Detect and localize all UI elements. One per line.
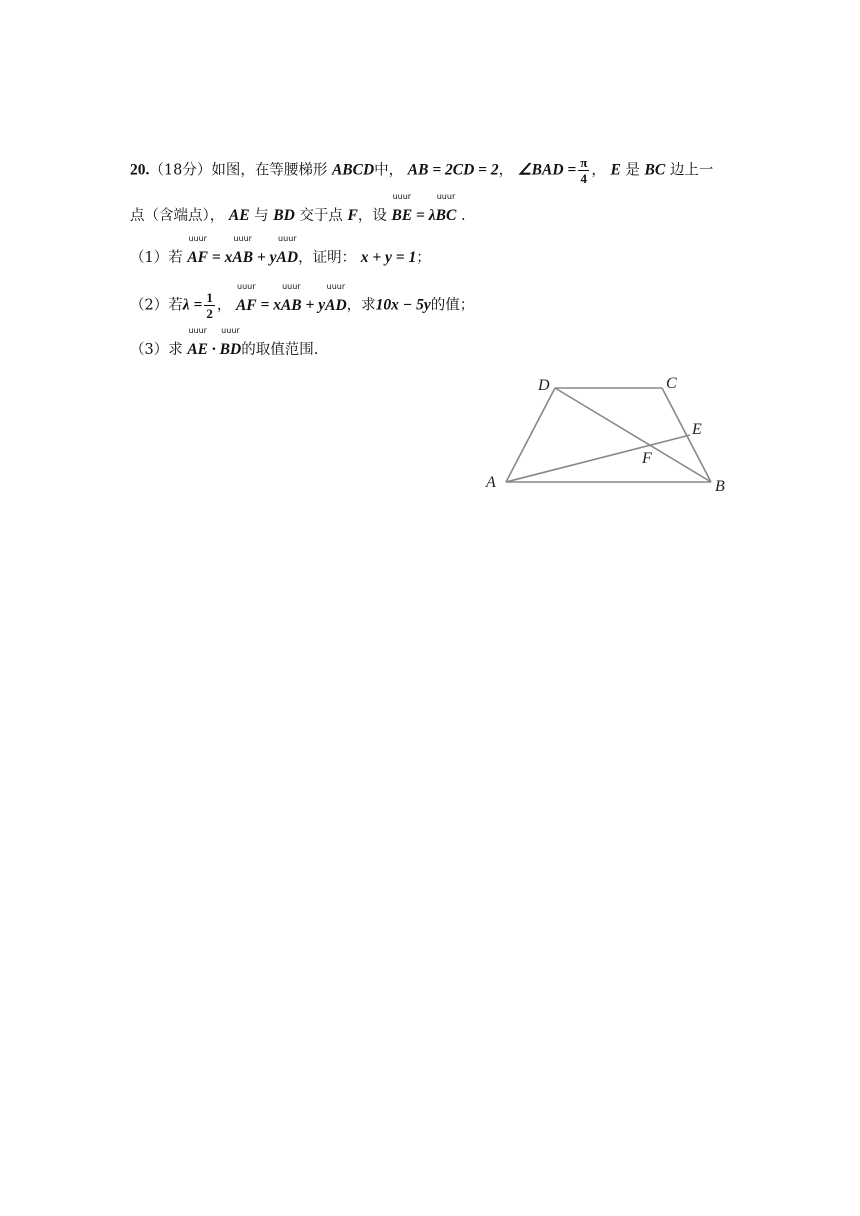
problem-score: （18分）: [149, 162, 212, 179]
vector-mark: uuur: [392, 192, 412, 201]
vector-ab: [232, 234, 254, 268]
text: .: [460, 208, 466, 224]
vector-af: [187, 234, 209, 268]
math-segment-bc: BC: [644, 161, 666, 179]
math-ae: AE: [228, 207, 250, 224]
figure-lines: [506, 388, 711, 482]
vector-ae: [187, 326, 209, 360]
text: 如图，在等腰梯形: [211, 162, 328, 179]
vector-label: AB: [232, 249, 254, 266]
text: 点（含端点），: [130, 208, 225, 224]
math-trapezoid: ABCD: [331, 161, 375, 179]
math-plus-y: + y: [253, 249, 277, 266]
math-bd: BD: [273, 207, 295, 224]
text: 与: [254, 208, 269, 224]
fraction-numerator: 1: [206, 290, 213, 305]
math-point-f: F: [347, 207, 358, 224]
math-x-plus-y: x + y = 1: [360, 249, 417, 266]
text: ，求: [346, 297, 376, 314]
vector-label: AE: [187, 341, 209, 358]
text: 是: [625, 162, 640, 179]
label-d: D: [538, 377, 550, 394]
fraction-pi-over-4: [578, 155, 589, 186]
vector-mark: uuur: [326, 281, 346, 291]
problem-number: 20.: [130, 161, 150, 179]
text: 边上一: [669, 162, 714, 179]
segment-ad: [506, 388, 555, 482]
vector-label: AB: [280, 296, 302, 314]
fraction-numerator: π: [580, 155, 588, 170]
vector-label: AD: [276, 249, 299, 266]
text: 的取值范围.: [241, 342, 319, 358]
vector-label: BD: [219, 341, 242, 358]
part-3: [130, 326, 319, 360]
vector-af: [235, 281, 257, 316]
math-point-e: E: [610, 161, 621, 179]
vector-mark: uuur: [237, 281, 256, 291]
label-b: B: [715, 478, 725, 495]
math-plus-y: + y: [301, 296, 326, 314]
math-dot: ·: [208, 341, 220, 358]
text: ；: [416, 250, 431, 266]
part-2: [130, 281, 475, 321]
fraction-denominator: 2: [206, 306, 213, 321]
problem-line-1: [130, 155, 713, 186]
text: ，: [216, 297, 232, 314]
label-e: E: [692, 421, 702, 438]
vector-mark: uuur: [278, 234, 297, 243]
text: ，: [591, 162, 606, 179]
vector-ab: [280, 281, 302, 316]
fraction-denominator: 4: [580, 171, 588, 186]
fraction-one-half: [204, 290, 215, 321]
math-angle-bad: ∠BAD =: [517, 161, 577, 179]
text: （2）若: [130, 297, 183, 314]
math-eq-x: = x: [256, 296, 281, 314]
math-ab-eq: AB = 2CD = 2: [407, 161, 499, 179]
vector-label: AF: [187, 249, 209, 266]
vector-be: [391, 192, 413, 226]
trapezoid-figure: [480, 370, 740, 500]
vector-mark: uuur: [221, 326, 240, 335]
part-1: [130, 234, 431, 268]
text: 交于点: [299, 208, 343, 224]
segment-ae: [506, 435, 690, 482]
vector-mark: uuur: [436, 192, 456, 201]
vector-label: BC: [435, 207, 457, 224]
vector-mark: uuur: [188, 234, 207, 243]
text: ，设: [357, 208, 387, 224]
math-10x-minus-5y: 10x − 5y: [375, 296, 431, 314]
vector-bc: [435, 192, 457, 226]
vector-bd: [219, 326, 242, 360]
vector-mark: uuur: [188, 326, 207, 335]
label-a: A: [486, 474, 496, 491]
problem-line-2: [130, 192, 466, 226]
vector-mark: uuur: [282, 281, 301, 291]
text: 的值；: [430, 297, 475, 314]
vector-mark: uuur: [233, 234, 252, 243]
vector-ad: [276, 234, 299, 268]
vector-label: BE: [391, 207, 413, 224]
text: （1）若: [130, 250, 183, 266]
label-c: C: [666, 375, 677, 392]
vector-label: AF: [235, 296, 257, 314]
math-eq-x: = x: [208, 249, 233, 266]
vector-label: AD: [325, 296, 347, 314]
text: 中，: [374, 162, 404, 179]
math-eq-lambda: = λ: [412, 207, 436, 224]
text: ，证明：: [298, 250, 357, 266]
text: （3）求: [130, 342, 183, 358]
vector-ad: [325, 281, 347, 316]
math-lambda-eq: λ =: [182, 296, 203, 314]
text: ，: [498, 162, 514, 179]
label-f: F: [642, 450, 652, 467]
